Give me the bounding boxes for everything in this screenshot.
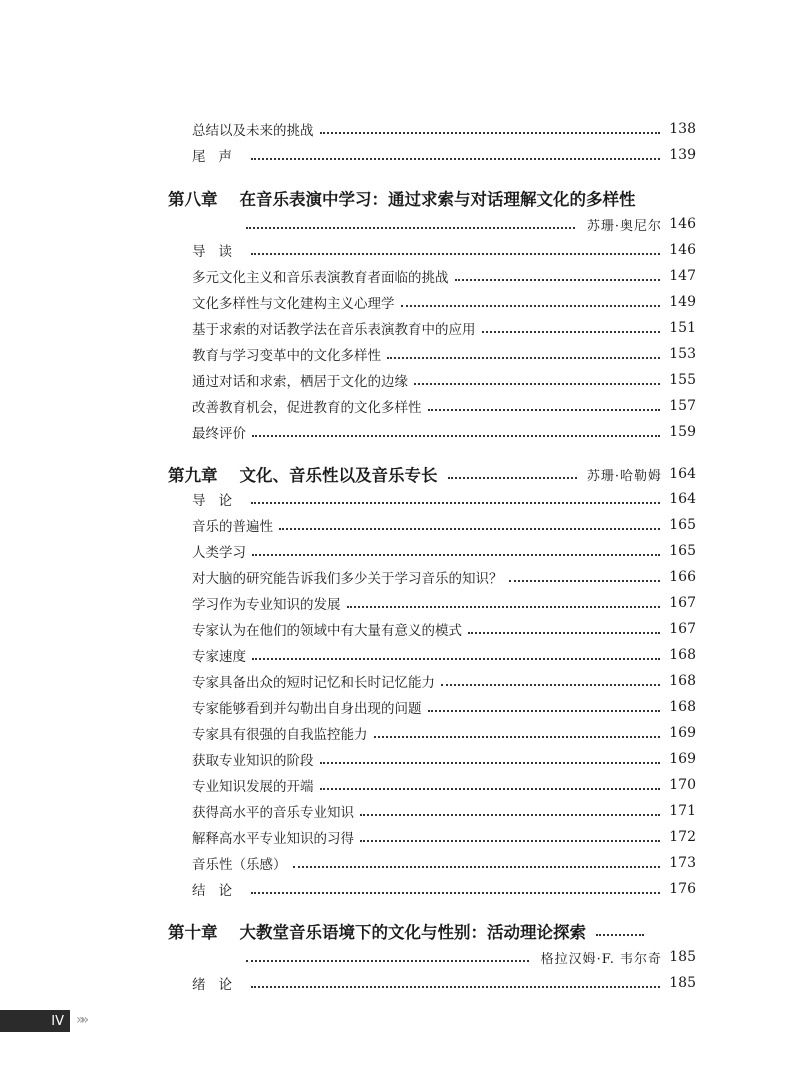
toc-entry: [192, 117, 696, 141]
toc-entry: [192, 617, 696, 641]
toc-entry: [192, 851, 696, 875]
chapter-page: 164: [669, 466, 696, 482]
toc-entry-page: 165: [669, 517, 696, 533]
toc-entry: [192, 368, 696, 392]
toc-entry-page: 146: [669, 242, 696, 258]
dot-leader: [320, 131, 661, 134]
toc-entry-page: 157: [669, 398, 696, 414]
toc-entry-page: 176: [669, 881, 696, 897]
toc-entry: [192, 773, 696, 797]
toc-entry: [192, 669, 696, 693]
chapter-heading: [168, 917, 696, 945]
dot-leader: [414, 382, 660, 385]
toc-entry: [192, 695, 696, 719]
toc-entry: [192, 394, 696, 418]
toc-entry-label: 人类学习: [192, 545, 246, 561]
toc-entry-label: 音乐的普遍性: [192, 519, 273, 535]
chapter-heading: [168, 184, 696, 212]
dot-leader: [360, 813, 660, 816]
toc-entry: [192, 565, 696, 589]
toc-entry-label: 专家具备出众的短时记忆和长时记忆能力: [192, 675, 435, 691]
toc-entry-label: 导论: [192, 493, 245, 509]
toc-entry: [192, 342, 696, 366]
chapter-number: 第九章: [168, 466, 218, 485]
dot-leader: [320, 761, 661, 764]
toc-entry: [192, 825, 696, 849]
toc-entry-label: 专家能够看到并勾勒出自身出现的问题: [192, 701, 422, 717]
dot-leader: [293, 865, 661, 868]
dot-leader: [251, 891, 660, 894]
toc-entry: [192, 238, 696, 262]
toc-entry-page: 159: [669, 424, 696, 440]
chapter-title: 在音乐表演中学习：通过求索与对话理解文化的多样性: [239, 190, 636, 209]
toc-entry-page: 170: [669, 777, 696, 793]
dot-leader: [320, 787, 661, 790]
toc-entry: [192, 877, 696, 901]
dot-leader: [509, 579, 661, 582]
toc-entry-page: 169: [669, 751, 696, 767]
dot-leader: [448, 476, 577, 479]
dot-leader: [246, 959, 529, 962]
toc-entry-page: 171: [669, 803, 696, 819]
dot-leader: [428, 709, 661, 712]
toc-entry-label: 通过对话和求索，栖居于文化的边缘: [192, 374, 408, 390]
toc-entry-page: 149: [669, 294, 696, 310]
toc-entry-label: 尾声: [192, 149, 245, 165]
toc-entry-label: 多元文化主义和音乐表演教育者面临的挑战: [192, 270, 449, 286]
toc-entry-label: 获得高水平的音乐专业知识: [192, 805, 354, 821]
dot-leader: [468, 631, 660, 634]
chapter-number: 第八章: [168, 190, 218, 209]
dot-leader: [596, 933, 644, 936]
toc-entry-label: 最终评价: [192, 426, 246, 442]
dot-leader: [252, 657, 660, 660]
chapter-author: 格拉汉姆·F. 韦尔奇: [540, 951, 662, 967]
dot-leader: [374, 735, 661, 738]
toc-entry: [192, 747, 696, 771]
toc-entry-label: 专业知识发展的开端: [192, 779, 314, 795]
toc-entry-page: 167: [669, 595, 696, 611]
toc-entry-page: 153: [669, 346, 696, 362]
toc-entry: [192, 316, 696, 340]
toc-entry-label: 总结以及未来的挑战: [192, 123, 314, 139]
toc-entry: [192, 643, 696, 667]
toc-entry: [192, 591, 696, 615]
toc-entry-page: 164: [669, 491, 696, 507]
toc-entry-page: 151: [669, 320, 696, 336]
toc-entry-page: 155: [669, 372, 696, 388]
dot-leader: [251, 985, 660, 988]
toc-entry: [192, 721, 696, 745]
double-chevron-right-icon: »»: [76, 1012, 86, 1028]
toc-entry: [192, 799, 696, 823]
toc-entry-label: 基于求索的对话教学法在音乐表演教育中的应用: [192, 322, 476, 338]
toc-entry-label: 学习作为专业知识的发展: [192, 597, 341, 613]
dot-leader: [441, 683, 660, 686]
dot-leader: [251, 157, 660, 160]
toc-entry-page: 169: [669, 725, 696, 741]
toc-entry-label: 解释高水平专业知识的习得: [192, 831, 354, 847]
dot-leader: [360, 839, 660, 842]
toc-entry: [192, 420, 696, 444]
toc-entry-page: 168: [669, 647, 696, 663]
toc-entry-label: 改善教育机会，促进教育的文化多样性: [192, 400, 422, 416]
toc-entry-label: 导读: [192, 244, 245, 260]
dot-leader: [252, 434, 660, 437]
toc-entry-page: 147: [669, 268, 696, 284]
dot-leader: [347, 605, 661, 608]
chapter-page: 185: [669, 949, 696, 965]
chapter-author-line: [246, 212, 696, 236]
toc-entry-label: 结论: [192, 883, 245, 899]
toc-entry-page: 168: [669, 673, 696, 689]
toc-entry-page: 166: [669, 569, 696, 585]
page-number-badge: [0, 1010, 70, 1032]
toc-entry-label: 绪论: [192, 977, 245, 993]
toc-entry-page: 185: [669, 975, 696, 991]
dot-leader: [482, 330, 661, 333]
chapter-author: 苏珊·哈勒姆: [586, 468, 662, 484]
toc-entry-page: 139: [669, 147, 696, 163]
toc-entry-label: 对大脑的研究能告诉我们多少关于学习音乐的知识？: [192, 571, 503, 587]
toc-entry-page: 168: [669, 699, 696, 715]
toc-entry: [192, 264, 696, 288]
toc-entry: [192, 290, 696, 314]
toc-entry: [192, 539, 696, 563]
toc-entry: [192, 971, 696, 995]
toc-entry-page: 167: [669, 621, 696, 637]
toc-entry-label: 专家具有很强的自我监控能力: [192, 727, 368, 743]
toc-entry: [192, 513, 696, 537]
toc-entry-page: 165: [669, 543, 696, 559]
dot-leader: [455, 278, 661, 281]
toc-entry-label: 文化多样性与文化建构主义心理学: [192, 296, 395, 312]
dot-leader: [251, 501, 660, 504]
toc-entry-label: 音乐性（乐感）: [192, 857, 287, 873]
page-number: IV: [51, 1013, 64, 1029]
dot-leader: [279, 527, 660, 530]
toc-entry-label: 专家认为在他们的领域中有大量有意义的模式: [192, 623, 462, 639]
dot-leader: [387, 356, 660, 359]
dot-leader: [401, 304, 661, 307]
chapter-title: 大教堂音乐语境下的文化与性别：活动理论探索: [239, 923, 586, 942]
chapter-author: 苏珊·奥尼尔: [586, 218, 662, 234]
chapter-heading: [168, 460, 696, 488]
chapter-page: 146: [669, 216, 696, 232]
toc-entry-label: 专家速度: [192, 649, 246, 665]
dot-leader: [428, 408, 661, 411]
dot-leader: [251, 252, 660, 255]
chapter-author-line: [246, 945, 696, 969]
chapter-title: 文化、音乐性以及音乐专长: [239, 466, 438, 485]
toc-entry-label: 教育与学习变革中的文化多样性: [192, 348, 381, 364]
toc-entry-page: 138: [669, 121, 696, 137]
chapter-number: 第十章: [168, 923, 218, 942]
toc-entry: [192, 143, 696, 167]
toc-entry: [192, 487, 696, 511]
dot-leader: [246, 226, 575, 229]
toc-entry-label: 获取专业知识的阶段: [192, 753, 314, 769]
dot-leader: [252, 553, 660, 556]
toc-entry-page: 172: [669, 829, 696, 845]
toc-entry-page: 173: [669, 855, 696, 871]
